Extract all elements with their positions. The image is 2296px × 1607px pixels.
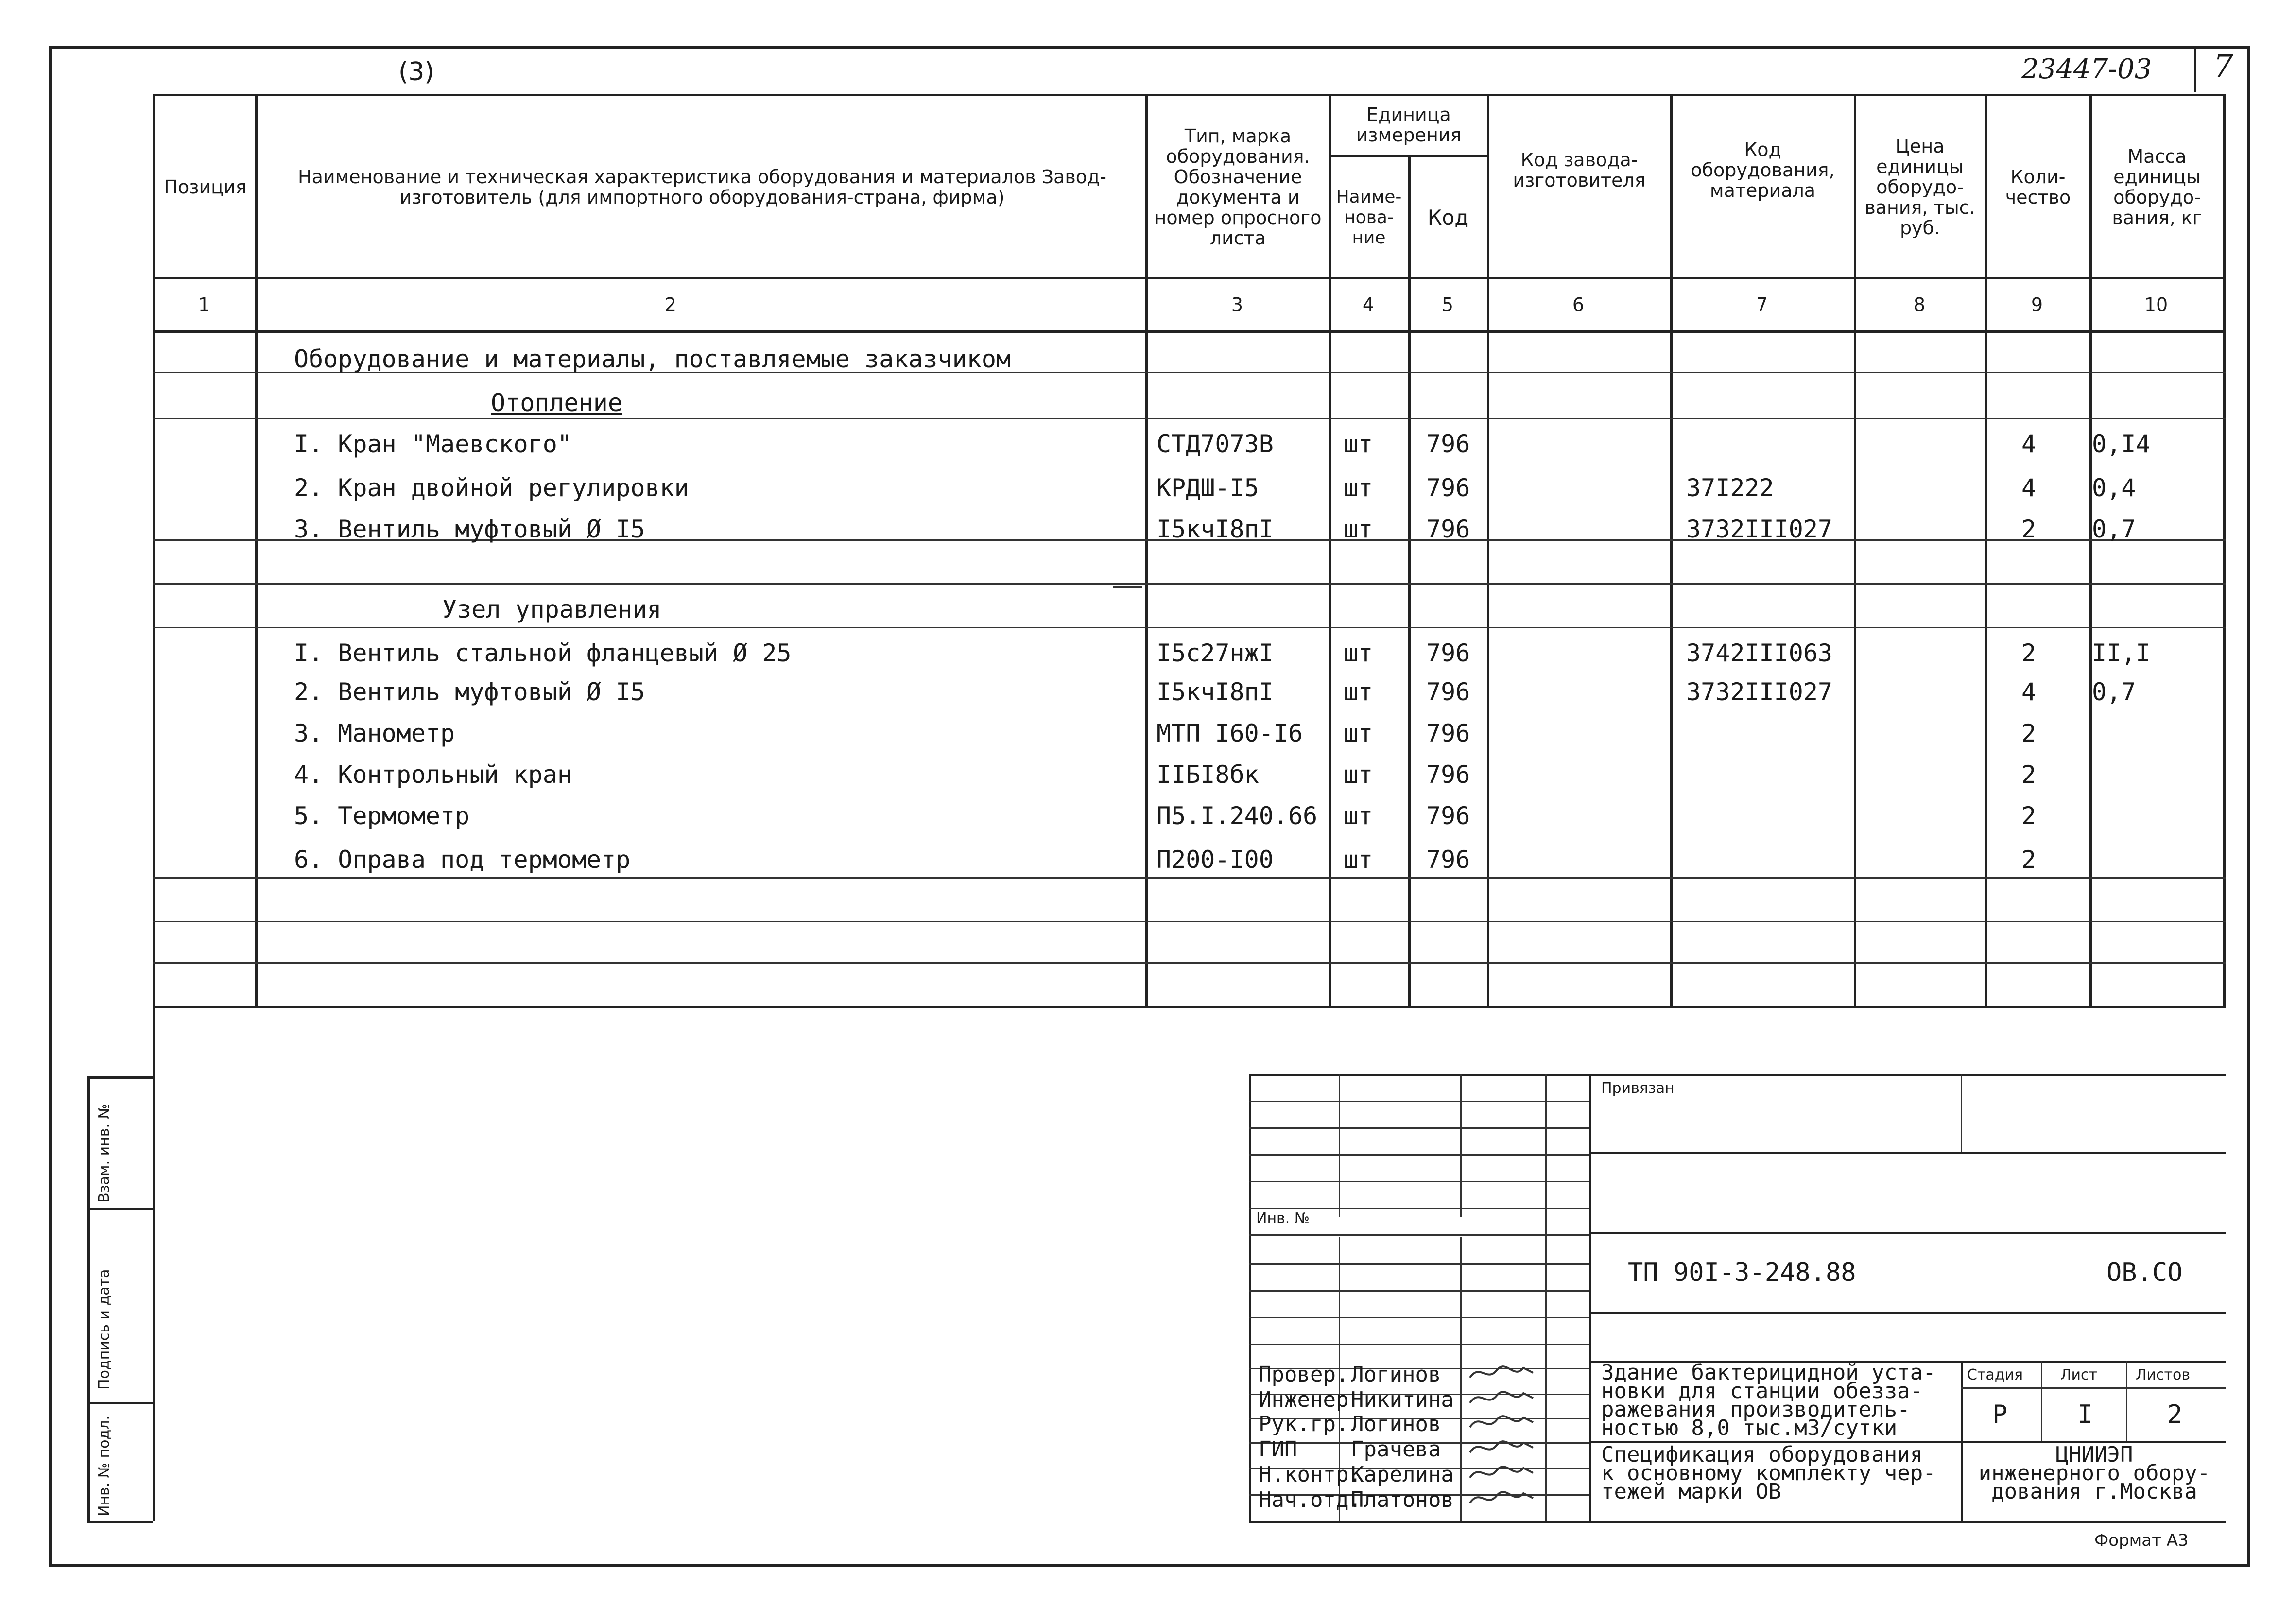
signer-name: Логинов xyxy=(1351,1412,1441,1436)
signer-name: Платонов xyxy=(1351,1487,1454,1512)
table-row-type: КРДШ-I5 xyxy=(1157,474,1259,502)
table-row-quantity: 2 xyxy=(2021,802,2037,830)
table-row-name: 3. Вентиль муфтовый Ø I5 xyxy=(294,515,645,543)
table-row-unit: шт xyxy=(1344,639,1373,667)
format-label: Формат А3 xyxy=(2094,1531,2189,1550)
doc-code: 23447-03 xyxy=(2021,53,2152,85)
table-row-type: П200-I00 xyxy=(1157,846,1274,874)
table-row-name: 6. Оправа под термометр xyxy=(294,846,631,874)
side-inv-podl: Инв. № подл. xyxy=(96,1416,113,1516)
table-row-quantity: 2 xyxy=(2021,515,2037,543)
table-row-unit-code: 796 xyxy=(1426,846,1470,874)
table-row-unit: шт xyxy=(1344,802,1373,830)
column-number: 2 xyxy=(664,294,677,315)
table-row-name: I. Кран "Маевского" xyxy=(294,430,572,458)
table-row-type: I5кчI8пI xyxy=(1157,515,1274,543)
table-row-material-code: 3732III027 xyxy=(1686,515,1833,543)
sheet-label: Лист xyxy=(2060,1366,2098,1383)
table-row-quantity: 2 xyxy=(2021,846,2037,874)
table-row-unit: шт xyxy=(1344,719,1373,747)
column-number: 10 xyxy=(2144,294,2168,315)
signature-scribble xyxy=(1467,1461,1536,1490)
table-row-type: IIБI8бк xyxy=(1157,760,1259,789)
signature-scribble xyxy=(1467,1486,1536,1515)
signer-role: Рук.гр. xyxy=(1259,1412,1349,1436)
header-price: Цена единицы оборудо-вания, тыс. руб. xyxy=(1864,136,1975,239)
side-podpis: Подпись и дата xyxy=(96,1269,113,1390)
table-row-unit: шт xyxy=(1344,678,1373,706)
column-number: 8 xyxy=(1913,294,1926,315)
column-number: 4 xyxy=(1362,294,1375,315)
stage-label: Стадия xyxy=(1967,1366,2023,1383)
table-row-name: Отопление xyxy=(491,389,622,417)
table-row-unit-code: 796 xyxy=(1426,430,1470,458)
sheets-label: Листов xyxy=(2136,1366,2191,1383)
table-row-unit: шт xyxy=(1344,515,1373,543)
doc-number: ТП 90I-3-248.88 xyxy=(1628,1258,1856,1287)
signer-name: Никитина xyxy=(1351,1387,1454,1412)
table-row-unit: шт xyxy=(1344,760,1373,789)
table-row-quantity: 2 xyxy=(2021,760,2037,789)
table-row-unit-code: 796 xyxy=(1426,802,1470,830)
column-number: 3 xyxy=(1231,294,1243,315)
header-factory-code: Код завода-изготовителя xyxy=(1513,149,1646,191)
column-number: 9 xyxy=(2031,294,2043,315)
signer-role: Провер. xyxy=(1259,1362,1349,1387)
table-row-type: I5кчI8пI xyxy=(1157,678,1274,706)
table-row-name: 3. Манометр xyxy=(294,719,455,747)
table-row-type: СТД7073В xyxy=(1157,430,1274,458)
signer-name: Карелина xyxy=(1351,1462,1454,1487)
column-number: 6 xyxy=(1572,294,1585,315)
table-row-unit-code: 796 xyxy=(1426,639,1470,667)
table-row-quantity: 2 xyxy=(2021,639,2037,667)
table-row-name: Оборудование и материалы, поставляемые заказчиком xyxy=(294,345,1011,373)
signer-name: Логинов xyxy=(1351,1362,1441,1387)
header-name: Наименование и техническая характеристика оборудования и материалов Завод-изготовитель (для импортного оборудования-страна, фирма) xyxy=(298,166,1106,208)
header-material-code: Код оборудования, материала xyxy=(1691,139,1835,201)
signer-role: Нач.отд. xyxy=(1259,1487,1362,1512)
table-row-unit: шт xyxy=(1344,474,1373,502)
table-row-type: I5с27нжI xyxy=(1157,639,1274,667)
signer-role: Н.контр. xyxy=(1259,1462,1362,1487)
signer-role: Инженер xyxy=(1259,1387,1349,1412)
table-row-quantity: 4 xyxy=(2021,474,2037,502)
signature-scribble xyxy=(1467,1361,1536,1390)
table-row-name: 4. Контрольный кран xyxy=(294,760,572,789)
page-number-divider xyxy=(2194,46,2196,92)
separator-dash xyxy=(1113,586,1142,588)
header-position: Позиция xyxy=(164,176,247,198)
table-row-unit: шт xyxy=(1344,430,1373,458)
header-mass: Масса единицы оборудо-вания, кг xyxy=(2112,146,2202,228)
table-row-type: МТП I60-I6 xyxy=(1157,719,1303,747)
stage-value: Р xyxy=(1992,1400,2008,1429)
table-row-quantity: 4 xyxy=(2021,678,2037,706)
table-row-unit-code: 796 xyxy=(1426,760,1470,789)
privyazan-label: Привязан xyxy=(1601,1080,1675,1097)
header-type: Тип, марка оборудования. Обозначение документа и номер опросного листа xyxy=(1154,125,1322,249)
table-row-unit: шт xyxy=(1344,846,1373,874)
table-row-mass: II,I xyxy=(2092,639,2151,667)
side-vzam: Взам. инв. № xyxy=(96,1104,113,1203)
header-unit-name: Наиме-нова-ние xyxy=(1336,187,1402,248)
table-row-name: 2. Вентиль муфтовый Ø I5 xyxy=(294,678,645,706)
table-row-mass: 0,I4 xyxy=(2092,430,2151,458)
column-number: 5 xyxy=(1441,294,1454,315)
organization: ЦНИИЭП инженерного обору- дования г.Москва xyxy=(1978,1442,2210,1504)
table-row-type: П5.I.240.66 xyxy=(1157,802,1318,830)
building-description: Здание бактерицидной уста- новки для станции обезза- ражевания производитель- ностью 8,0 тыс.м3/сутки xyxy=(1601,1360,1936,1440)
signature-scribble xyxy=(1467,1410,1536,1439)
doc-mark: ОВ.СО xyxy=(2106,1258,2183,1287)
table-row-quantity: 2 xyxy=(2021,719,2037,747)
table-row-unit-code: 796 xyxy=(1426,515,1470,543)
table-row-mass: 0,7 xyxy=(2092,515,2136,543)
table-row-material-code: 37I222 xyxy=(1686,474,1774,502)
table-row-mass: 0,7 xyxy=(2092,678,2136,706)
table-row-unit-code: 796 xyxy=(1426,474,1470,502)
inv-no-label: Инв. № xyxy=(1256,1210,1310,1227)
signer-role: ГИП xyxy=(1259,1437,1297,1462)
section-marker: (3) xyxy=(398,57,434,86)
header-unit-group: Единица измерения xyxy=(1356,104,1462,146)
spec-description: Спецификация оборудования к основному комплекту чер- тежей марки ОВ xyxy=(1601,1442,1936,1504)
table-row-material-code: 3732III027 xyxy=(1686,678,1833,706)
table-row-unit-code: 796 xyxy=(1426,678,1470,706)
header-quantity: Коли-чество xyxy=(2005,166,2071,208)
sheets-value: 2 xyxy=(2167,1400,2183,1429)
header-unit-code: Код xyxy=(1427,205,1469,229)
table-row-name: 2. Кран двойной регулировки xyxy=(294,474,689,502)
table-row-name: 5. Термометр xyxy=(294,802,470,830)
table-row-name: I. Вентиль стальной фланцевый Ø 25 xyxy=(294,639,792,667)
column-number: 1 xyxy=(198,294,210,315)
table-row-unit-code: 796 xyxy=(1426,719,1470,747)
signature-scribble xyxy=(1467,1435,1536,1465)
sheet-value: I xyxy=(2077,1400,2093,1429)
table-row-mass: 0,4 xyxy=(2092,474,2136,502)
page-number: 7 xyxy=(2213,49,2233,85)
table-row-quantity: 4 xyxy=(2021,430,2037,458)
signer-name: Грачева xyxy=(1351,1437,1441,1462)
table-row-material-code: 3742III063 xyxy=(1686,639,1833,667)
column-number: 7 xyxy=(1756,294,1768,315)
table-row-name: Узел управления xyxy=(442,595,662,623)
